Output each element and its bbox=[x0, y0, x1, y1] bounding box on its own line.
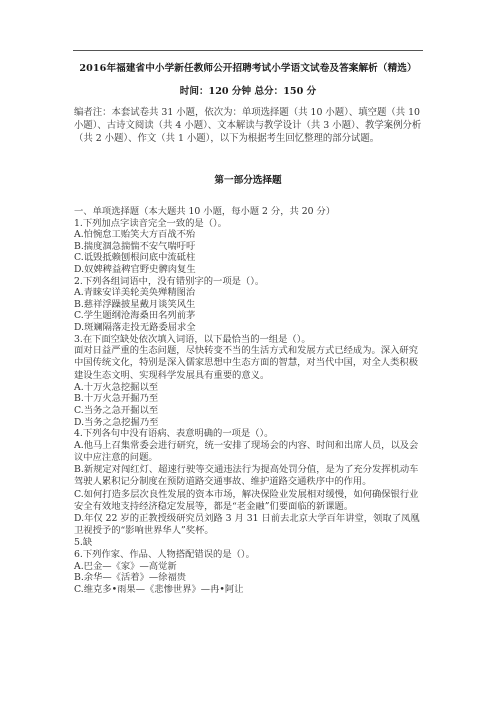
editor-note: 编者注：本套试卷共 31 小题，依次为：单项选择题（共 10 小题）、填空题（共 10 小题）、古诗文阅读（共 4 小题）、文本解读与教学设计（共 3 小题）、教学案例分析（共 2 小题）、作文（共 1 小题），以下为根据考生回忆整理的部分试题。 bbox=[74, 107, 422, 144]
question-2-option-a: A.青睐安详美轮美奂殚精图治 bbox=[74, 287, 196, 299]
question-3-stem: 3.在下面空缺处依次填入词语，以下最恰当的一组是（）。 bbox=[74, 333, 311, 345]
question-4-option-d: D.年仅 22 岁的正教授级研究员刘路 3 月 31 日前去北京大学百年讲堂，领取了凤凰卫视授予的“影响世界华人”奖杯。 bbox=[74, 512, 420, 537]
question-4-option-b: B.新规定对闯红灯、超速行驶等交通违法行为提高处罚分值，是为了充分发挥机动车驾驶人累积记分制度在预防道路交通事故、维护道路交通秩序中的作用。 bbox=[74, 464, 419, 488]
question-2-option-d: D.斑斓隔落走投无路委屈求全 bbox=[74, 321, 196, 333]
question-3-option-d: D.当务之急挖掘乃至 bbox=[74, 416, 159, 428]
question-5-stem: 5.缺 bbox=[74, 537, 93, 549]
question-1-option-a: A.怕惋怠工贻笑大方百战不殆 bbox=[74, 229, 196, 241]
exam-time-score: 时间：120 分钟 总分：150 分 bbox=[179, 86, 317, 97]
question-4-option-c: C.如何打造多层次良性发展的资本市场，解决保险业发展相对缓慢，如何确保银行业安全有效地支持经济稳定发展等，都是“老金融”们要面临的新课题。 bbox=[74, 488, 419, 512]
question-1-option-c: C.诋毁抵赖刨根问底中流砥柱 bbox=[74, 252, 196, 264]
question-4-option-a: A.他马上召集常委会进行研究，统一安排了现场会的内容、时间和出席人员，以及会议中应注意的问题。 bbox=[74, 439, 419, 463]
question-list bbox=[74, 206, 426, 595]
question-3-passage: 面对日益严重的生态问题，尽快转变不当的生活方式和发展方式已经成为。深入研究中国传统文化，特别是深入儒家思想中生态方面的智慧，对当代中国，对全人类积极建设生态文明、实现科学发展具有重要的意义。 bbox=[74, 345, 418, 381]
question-6-option-a: A.巴金—《家》—高觉新 bbox=[74, 560, 177, 572]
question-3-option-c: C.当务之急开掘以至 bbox=[74, 404, 159, 416]
header-rule bbox=[73, 50, 423, 51]
question-6-stem: 6.下列作家、作品、人物搭配错误的是（）。 bbox=[74, 548, 255, 560]
question-2-stem: 2.下列各组词语中，没有错别字的一项是（）。 bbox=[74, 275, 265, 287]
question-6-option-c: C.维克多•雨果—《悲惨世界》—冉•阿让 bbox=[74, 583, 244, 595]
question-6-option-b: B.余华—《活着》—徐福贵 bbox=[74, 572, 187, 584]
document-title: 2016年福建省中小学新任教师公开招聘考试小学语文试卷及答案解析（精选） bbox=[79, 63, 417, 74]
question-3-option-b: B.十万火急开掘乃至 bbox=[74, 393, 159, 405]
question-1-option-b: B.揣度涸急揣惴不安气喘吁吁 bbox=[74, 240, 196, 252]
question-2-option-c: C.学生题纲沧海桑田名列前茅 bbox=[74, 310, 196, 322]
question-1-option-d: D.奴婢稗益稗官野史髀肉复生 bbox=[74, 263, 196, 275]
question-2-option-b: B.慈祥浮躁披星戴月谈笑风生 bbox=[74, 298, 196, 310]
question-4-stem: 4.下列各句中没有语病、表意明确的一项是（）。 bbox=[74, 428, 274, 440]
question-1-stem: 1.下列加点字读音完全一致的是（）。 bbox=[74, 217, 227, 229]
question-3-option-a: A.十万火急挖掘以至 bbox=[74, 381, 159, 393]
part-heading: 一、单项选择题（本大题共 10 小题，每小题 2 分，共 20 分） bbox=[74, 206, 336, 217]
section-title: 第一部分选择题 bbox=[214, 175, 282, 186]
